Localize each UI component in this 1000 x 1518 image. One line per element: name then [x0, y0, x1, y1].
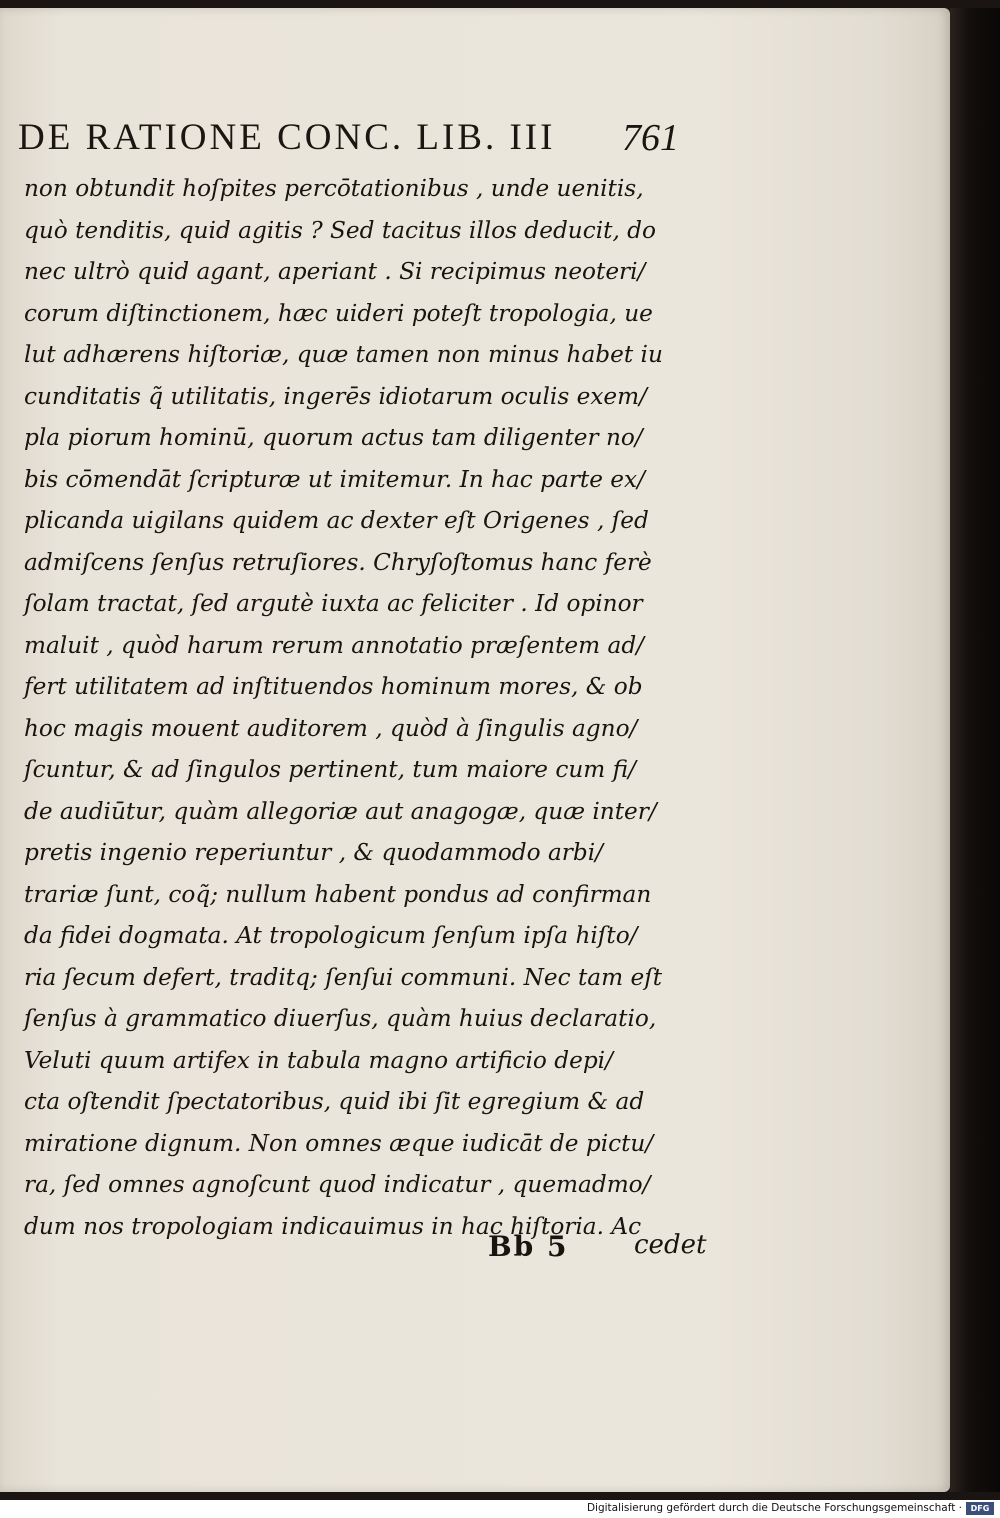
running-title: DE RATIONE CONC. LIB. III: [18, 117, 556, 158]
text-line: cta oſtendit ſpectatoribus, quid ibi ſit egregium & ad: [24, 1088, 645, 1115]
text-line: ſenſus à grammatico diuerſus, quàm huius declaratio,: [24, 1005, 657, 1032]
page-footer: [0, 1230, 950, 1270]
text-line: ria ſecum defert, traditq; ſenſui communi. Nec tam eſt: [24, 963, 663, 991]
text-line: nec ultrò quid agant, aperiant . Si recipimus neoteri/: [24, 258, 646, 285]
funding-credit: Digitalisierung gefördert durch die Deutsche Forschungsgemeinschaft ·: [586, 1502, 962, 1514]
folio-number: 761: [622, 117, 679, 159]
running-header: [18, 116, 678, 159]
page-edge-shadow: [950, 8, 1000, 1492]
body-text: [24, 168, 704, 1247]
text-line: pla piorum hominū, quorum actus tam diligenter no/: [24, 424, 643, 451]
text-line: quò tenditis, quid agitis ? Sed tacitus illos deducit, do: [24, 216, 656, 244]
text-line: dum nos tropologiam indicauimus in hac hiſtoria. Ac: [24, 1212, 642, 1240]
text-line: hoc magis mouent auditorem , quòd à ſingulis agno/: [24, 714, 638, 742]
text-line: ra, ſed omnes agnoſcunt quod indicatur , quemadmo/: [24, 1171, 651, 1198]
catchword: cedet: [634, 1230, 707, 1260]
text-line: trariæ ſunt, coq̃; nullum habent pondus ad confirman: [24, 880, 652, 908]
text-line: cunditatis q̃ utilitatis, ingerēs idiotarum oculis exem/: [24, 382, 647, 410]
credit-bar: [0, 1500, 1000, 1518]
text-line: ſcuntur, & ad ſingulos pertinent, tum maiore cum fi/: [24, 756, 636, 783]
text-line: lut adhærens hiſtoriæ, quæ tamen non minus habet iu: [24, 341, 663, 368]
text-line: admiſcens ſenſus retruſiores. Chryſoſtomus hanc ferè: [24, 548, 652, 576]
dfg-logo: DFG: [966, 1502, 994, 1515]
text-line: corum diſtinctionem, hæc uideri poteſt tropologia, ue: [24, 299, 653, 327]
book-page: [0, 8, 950, 1492]
text-line: maluit , quòd harum rerum annotatio præſentem ad/: [24, 631, 644, 659]
text-line: bis cōmendāt ſcripturæ ut imitemur. In hac parte ex/: [24, 465, 645, 493]
text-line: Veluti quum artifex in tabula magno artificio depi/: [24, 1046, 613, 1074]
text-line: plicanda uigilans quidem ac dexter eſt Origenes , ſed: [24, 507, 649, 534]
text-line: miratione dignum. Non omnes æque iudicāt de pictu/: [24, 1129, 654, 1157]
text-line: pretis ingenio reperiuntur , & quodammodo arbi/: [24, 839, 603, 866]
text-line: de audiūtur, quàm allegoriæ aut anagogæ, quæ inter/: [24, 797, 657, 825]
signature-mark: Bb 5: [488, 1230, 569, 1263]
text-line: da fidei dogmata. At tropologicum ſenſum ipſa hiſto/: [24, 922, 638, 949]
text-line: ſolam tractat, ſed argutè iuxta ac feliciter . Id opinor: [24, 590, 643, 617]
text-line: non obtundit hoſpites percōtationibus , unde uenitis,: [24, 175, 644, 202]
text-line: fert utilitatem ad inſtituendos hominum mores, & ob: [24, 673, 643, 700]
